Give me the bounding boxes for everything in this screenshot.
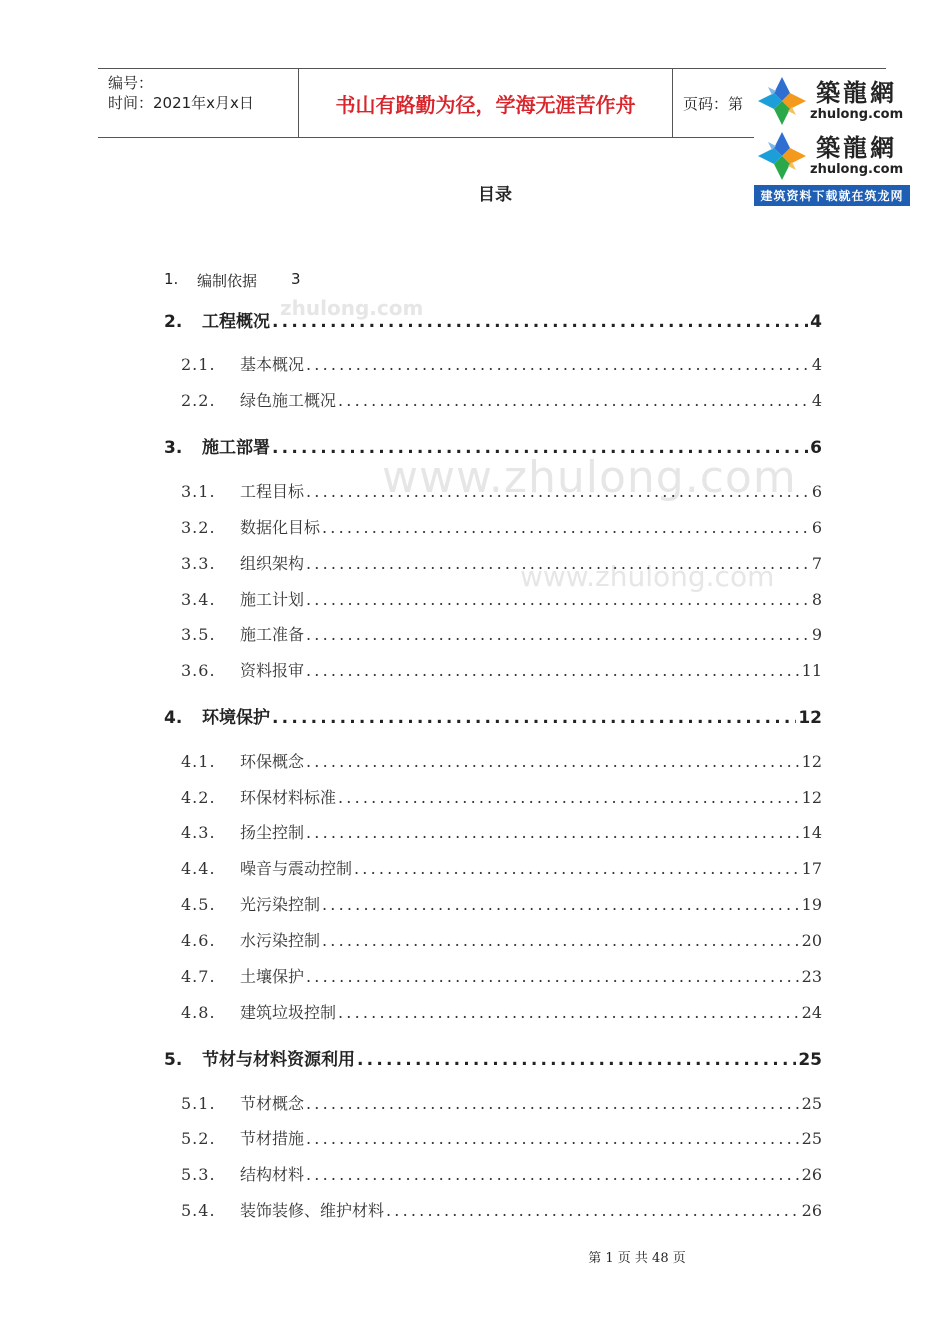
toc-entry-chapter[interactable] (164, 307, 822, 332)
toc-entry-page: 12 (801, 752, 822, 771)
toc-leader-dots (322, 518, 810, 537)
serial-label: 编号： (108, 74, 154, 92)
toc-entry-number: 4.2. (181, 788, 216, 807)
toc-entry-label: 节材概念 (240, 1094, 305, 1113)
toc-entry-label: 建筑垃圾控制 (240, 1003, 337, 1022)
toc-entry-section[interactable] (181, 388, 822, 411)
header-info-cell (98, 69, 299, 137)
toc-entry-label: 数据化目标 (240, 518, 321, 537)
toc-entry-page: 25 (801, 1094, 822, 1113)
logo-cross-icon (754, 73, 810, 129)
toc-entry-number: 3.1. (181, 482, 216, 501)
toc-entry-page: 6 (811, 518, 822, 537)
toc-entry-label: 水污染控制 (240, 931, 321, 950)
toc-entry-chapter[interactable] (164, 703, 822, 728)
toc-entry-label: 施工部署 (202, 438, 270, 458)
toc-leader-dots (386, 1201, 800, 1220)
toc-leader-dots (306, 823, 800, 842)
toc-entry-page: 26 (801, 1201, 822, 1220)
toc-entry-number: 2.2. (181, 391, 216, 410)
logo-banner: 建筑资料下载就在筑龙网 (754, 185, 910, 206)
toc-entry-page: 4 (811, 355, 822, 374)
logo-en-text: zhulong.com (810, 162, 904, 177)
toc-entry-page: 17 (801, 859, 822, 878)
logo-en-text: zhulong.com (810, 107, 904, 122)
toc-leader-dots (306, 1129, 800, 1148)
toc-entry-label: 绿色施工概况 (240, 391, 337, 410)
logo-cross-icon (754, 128, 810, 184)
toc-entry-number: 1. (164, 270, 179, 288)
page-label: 页码：第 (683, 94, 744, 113)
toc-leader-dots (306, 1094, 800, 1113)
toc-entry-section[interactable] (181, 515, 822, 538)
toc-entry-number: 3. (164, 438, 183, 458)
toc-entry-label: 环保概念 (240, 752, 305, 771)
toc-entry-page: 3 (291, 270, 301, 288)
toc-entry-page: 25 (798, 1050, 822, 1070)
toc-leader-dots (338, 391, 810, 410)
toc-entry-label: 施工准备 (240, 625, 305, 644)
toc-leader-dots (357, 1050, 796, 1070)
toc-entry-label: 组织架构 (240, 554, 305, 573)
toc-entry-page: 9 (811, 625, 822, 644)
toc-entry-section[interactable] (181, 352, 822, 375)
toc-entry-number: 2. (164, 312, 183, 332)
toc-entry-section[interactable] (181, 658, 822, 681)
toc-entry-section[interactable] (181, 964, 822, 987)
toc-entry-number: 5.2. (181, 1129, 216, 1148)
toc-entry-number: 5.3. (181, 1165, 216, 1184)
toc-leader-dots (354, 859, 800, 878)
toc-leader-dots (306, 661, 800, 680)
toc-leader-dots (306, 1165, 800, 1184)
toc-entry-label: 环境保护 (202, 708, 270, 728)
toc-entry-label: 工程概况 (202, 312, 270, 332)
toc-entry-first[interactable] (164, 270, 301, 291)
toc-entry-number: 3.5. (181, 625, 216, 644)
toc-entry-label: 土壤保护 (240, 967, 305, 986)
toc-entry-page: 6 (810, 438, 822, 458)
zhulong-logo (754, 73, 910, 129)
toc-entry-page: 26 (801, 1165, 822, 1184)
toc-entry-page: 24 (801, 1003, 822, 1022)
toc-entry-number: 4.3. (181, 823, 216, 842)
toc-leader-dots (272, 438, 808, 458)
toc-entry-number: 4.1. (181, 752, 216, 771)
toc-entry-page: 20 (801, 931, 822, 950)
toc-entry-section[interactable] (181, 587, 822, 610)
toc-entry-section[interactable] (181, 928, 822, 951)
toc-entry-number: 4.7. (181, 967, 216, 986)
toc-leader-dots (272, 312, 808, 332)
toc-entry-page: 23 (801, 967, 822, 986)
toc-entry-number: 3.3. (181, 554, 216, 573)
toc-entry-number: 4.6. (181, 931, 216, 950)
watermark: zhulong.com (280, 296, 424, 320)
toc-entry-label: 基本概况 (240, 355, 305, 374)
toc-entry-section[interactable] (181, 892, 822, 915)
toc-entry-section[interactable] (181, 622, 822, 645)
toc-entry-label: 装饰装修、维护材料 (240, 1201, 385, 1220)
toc-entry-section[interactable] (181, 820, 822, 843)
toc-leader-dots (322, 931, 800, 950)
toc-leader-dots (306, 967, 800, 986)
toc-leader-dots (338, 788, 800, 807)
toc-entry-number: 5.4. (181, 1201, 216, 1220)
toc-entry-page: 19 (801, 895, 822, 914)
logo-cn-text: 築龍網 (816, 133, 898, 162)
toc-entry-chapter[interactable] (164, 1045, 822, 1070)
toc-entry-section[interactable] (181, 1126, 822, 1149)
toc-entry-section[interactable] (181, 749, 822, 772)
toc-title: 目录 (478, 185, 512, 205)
toc-entry-page: 11 (801, 661, 822, 680)
toc-entry-page: 6 (811, 482, 822, 501)
toc-entry-number: 4.4. (181, 859, 216, 878)
toc-entry-page: 14 (801, 823, 822, 842)
toc-leader-dots (306, 482, 810, 501)
toc-entry-number: 4. (164, 708, 183, 728)
toc-leader-dots (306, 625, 810, 644)
toc-entry-label: 结构材料 (240, 1165, 305, 1184)
toc-entry-section[interactable] (181, 1091, 822, 1114)
toc-entry-label: 施工计划 (240, 590, 305, 609)
toc-entry-page: 4 (810, 312, 822, 332)
toc-entry-page: 25 (801, 1129, 822, 1148)
toc-leader-dots (338, 1003, 800, 1022)
toc-leader-dots (306, 554, 810, 573)
toc-entry-number: 5. (164, 1050, 183, 1070)
toc-entry-number: 3.4. (181, 590, 216, 609)
toc-entry-label: 噪音与震动控制 (240, 859, 353, 878)
logo-cn-text: 築龍網 (816, 78, 898, 107)
toc-entry-chapter[interactable] (164, 433, 822, 458)
toc-entry-page: 12 (798, 708, 822, 728)
toc-entry-number: 5.1. (181, 1094, 216, 1113)
toc-entry-page: 12 (801, 788, 822, 807)
toc-entry-label: 编制依据 (197, 272, 258, 290)
toc-entry-number: 2.1. (181, 355, 216, 374)
page-footer: 第 1 页 共 48 页 (588, 1251, 686, 1266)
toc-entry-section[interactable] (181, 785, 822, 808)
watermark: www.zhulong.com (520, 560, 775, 593)
toc-entry-section[interactable] (181, 551, 822, 574)
toc-leader-dots (306, 590, 810, 609)
toc-entry-label: 节材措施 (240, 1129, 305, 1148)
toc-entry-label: 光污染控制 (240, 895, 321, 914)
watermark: www.zhulong.com (382, 452, 797, 503)
toc-leader-dots (306, 355, 810, 374)
toc-entry-section[interactable] (181, 1162, 822, 1185)
toc-leader-dots (322, 895, 800, 914)
toc-leader-dots (272, 708, 796, 728)
motto: 书山有路勤为径，学海无涯苦作舟 (299, 69, 673, 137)
toc-entry-number: 4.5. (181, 895, 216, 914)
toc-entry-label: 节材与材料资源利用 (202, 1050, 355, 1070)
toc-entry-label: 环保材料标准 (240, 788, 337, 807)
toc-entry-section[interactable] (181, 856, 822, 879)
toc-entry-label: 工程目标 (240, 482, 305, 501)
toc-entry-number: 3.2. (181, 518, 216, 537)
toc-entry-section[interactable] (181, 1198, 822, 1221)
toc-entry-page: 7 (811, 554, 822, 573)
toc-entry-number: 3.6. (181, 661, 216, 680)
toc-leader-dots (306, 752, 800, 771)
time-label: 时间：2021年x月x日 (108, 94, 254, 112)
toc-entry-section[interactable] (181, 1000, 822, 1023)
toc-entry-label: 资料报审 (240, 661, 305, 680)
toc-entry-section[interactable] (181, 479, 822, 502)
toc-entry-page: 8 (811, 590, 822, 609)
toc-entry-page: 4 (811, 391, 822, 410)
toc-entry-label: 扬尘控制 (240, 823, 305, 842)
zhulong-logo-2 (754, 128, 910, 184)
toc-entry-number: 4.8. (181, 1003, 216, 1022)
